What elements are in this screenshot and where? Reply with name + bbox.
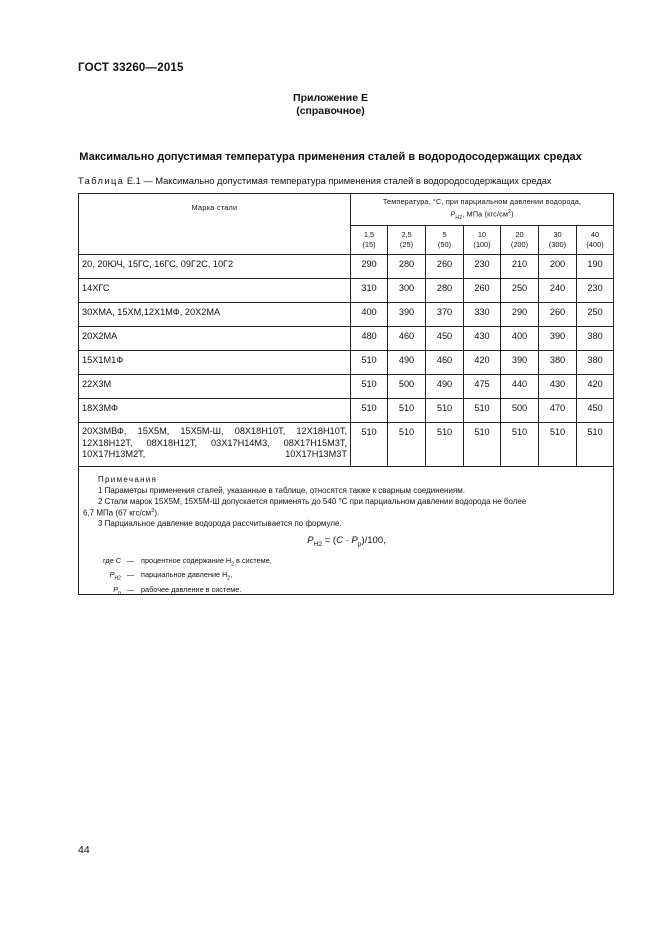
temperature-cell: 190 bbox=[577, 255, 614, 279]
pressure-kgf: (15) bbox=[362, 240, 376, 249]
temperature-cell: 500 bbox=[501, 399, 539, 423]
temperature-cell: 430 bbox=[539, 375, 577, 399]
temp-header-unit: , МПа (кгс/см bbox=[462, 208, 509, 218]
formula-pp: P bbox=[351, 535, 358, 546]
standard-number: ГОСТ 33260—2015 bbox=[78, 62, 184, 74]
formula-tail: )/100, bbox=[361, 535, 386, 546]
pressure-kgf: (25) bbox=[399, 240, 414, 249]
temperature-cell: 460 bbox=[426, 351, 464, 375]
temperature-cell: 510 bbox=[464, 399, 501, 423]
page-number: 44 bbox=[78, 844, 90, 856]
note-2: 2 Стали марок 15Х5М, 15Х5М-Ш допускается применять до 540 °С при парциальном давлении водорода не более bbox=[98, 497, 527, 506]
definition-text-sub: 2 bbox=[231, 561, 235, 568]
section-title: Максимально допустимая температура применения сталей в водородосодержащих средах bbox=[79, 151, 582, 163]
temperature-cell: 510 bbox=[351, 399, 388, 423]
pressure-mpa: 30 bbox=[553, 230, 562, 239]
table-row bbox=[79, 351, 614, 375]
steel-temperature-table bbox=[78, 193, 614, 595]
temperature-cell: 290 bbox=[351, 255, 388, 279]
pressure-mpa: 20 bbox=[515, 230, 524, 239]
column-header-temperature bbox=[351, 194, 614, 226]
notes-title: Примечания bbox=[98, 475, 158, 484]
definition-dash: — bbox=[127, 556, 135, 565]
pressure-mpa: 5 bbox=[442, 230, 447, 239]
hydrogen-pressure-formula bbox=[79, 535, 614, 548]
pressure-mpa: 1,5 bbox=[363, 230, 375, 239]
note-2-cont-end: ). bbox=[154, 508, 160, 518]
temperature-cell: 380 bbox=[577, 327, 614, 351]
pressure-kgf: (50) bbox=[437, 240, 452, 249]
definition-text-main: парциальное давление Н bbox=[141, 570, 228, 580]
note-3: 3 Парциальное давление водорода рассчитывается по формуле. bbox=[98, 519, 342, 528]
temperature-cell: 510 bbox=[351, 423, 388, 467]
temperature-cell: 420 bbox=[464, 351, 501, 375]
temperature-cell: 470 bbox=[539, 399, 577, 423]
formula-pp-sub: р bbox=[357, 540, 362, 548]
temperature-cell: 490 bbox=[426, 375, 464, 399]
temperature-cell: 510 bbox=[388, 423, 426, 467]
temperature-cell: 490 bbox=[388, 351, 426, 375]
temperature-cell: 440 bbox=[501, 375, 539, 399]
notes-row bbox=[79, 467, 614, 595]
temperature-cell: 300 bbox=[388, 279, 426, 303]
definition-row bbox=[83, 570, 272, 584]
definition-row bbox=[83, 556, 272, 570]
temperature-cell: 510 bbox=[577, 423, 614, 467]
temp-header-line1: Температура, °С, при парциальном давлении водорода, bbox=[382, 196, 582, 206]
temperature-cell: 390 bbox=[539, 327, 577, 351]
definition-symbol-letter: P bbox=[109, 570, 115, 580]
note-1: 1 Параметры применения сталей, указанные в таблице, относятся также к сварным соединениям. bbox=[98, 486, 465, 495]
table-row bbox=[79, 279, 614, 303]
temperature-cell: 260 bbox=[539, 303, 577, 327]
temperature-cell: 280 bbox=[388, 255, 426, 279]
temperature-cell: 450 bbox=[577, 399, 614, 423]
temperature-cell: 510 bbox=[351, 375, 388, 399]
temperature-cell: 370 bbox=[426, 303, 464, 327]
formula-definitions bbox=[83, 556, 272, 599]
temperature-cell: 260 bbox=[426, 255, 464, 279]
formula-c: C bbox=[336, 535, 343, 546]
temperature-cell: 510 bbox=[426, 423, 464, 467]
note-2-cont-text: 6,7 МПа (67 кгс/см bbox=[83, 508, 152, 518]
definition-text bbox=[141, 570, 232, 584]
temperature-cell: 400 bbox=[501, 327, 539, 351]
table-row bbox=[79, 375, 614, 399]
table-caption-text: — Максимально допустимая температура применения сталей в водородосодержащих средах bbox=[140, 176, 552, 186]
definition-text-main: рабочее давление в системе. bbox=[141, 584, 242, 594]
pressure-kgf: (100) bbox=[473, 240, 491, 249]
note-2-cont-sup: 2 bbox=[151, 508, 155, 514]
steel-grade-cell: 20, 20ЮЧ, 15ГС, 16ГС, 09Г2С, 10Г2 bbox=[79, 255, 351, 279]
temperature-cell: 510 bbox=[351, 351, 388, 375]
temperature-cell: 330 bbox=[464, 303, 501, 327]
temperature-cell: 400 bbox=[351, 303, 388, 327]
table-row bbox=[79, 399, 614, 423]
temperature-cell: 290 bbox=[501, 303, 539, 327]
temperature-cell: 500 bbox=[388, 375, 426, 399]
appendix-heading bbox=[0, 92, 661, 118]
pressure-mpa: 10 bbox=[477, 230, 487, 239]
temperature-cell: 390 bbox=[501, 351, 539, 375]
pressure-header-cell bbox=[501, 226, 539, 255]
temperature-cell: 450 bbox=[426, 327, 464, 351]
definition-symbol bbox=[83, 585, 127, 599]
temperature-cell: 510 bbox=[426, 399, 464, 423]
definition-row bbox=[83, 585, 272, 599]
pressure-header-cell bbox=[388, 226, 426, 255]
temperature-cell: 510 bbox=[464, 423, 501, 467]
definition-symbol bbox=[83, 570, 127, 584]
definition-text-sub: 2 bbox=[227, 575, 231, 582]
definition-dash: — bbox=[127, 584, 135, 594]
steel-grade-cell: 18Х3МФ bbox=[79, 399, 351, 423]
steel-grade-cell: 14ХГС bbox=[79, 279, 351, 303]
table-caption bbox=[78, 176, 552, 186]
definition-prefix: где bbox=[103, 556, 114, 565]
temperature-cell: 510 bbox=[388, 399, 426, 423]
definition-text-end: , bbox=[230, 570, 233, 580]
definition-text bbox=[141, 556, 272, 570]
table-row bbox=[79, 327, 614, 351]
table-row bbox=[79, 255, 614, 279]
notes-block bbox=[79, 467, 613, 594]
steel-grade-cell: 20Х2МА bbox=[79, 327, 351, 351]
temperature-cell: 480 bbox=[351, 327, 388, 351]
temperature-cell: 510 bbox=[539, 423, 577, 467]
steel-grade-cell: 20Х3МВФ, 15Х5М, 15Х5М-Ш, 08Х18Н10Т, 12Х18Н10Т, 12Х18Н12Т, 08Х18Н12Т, 03Х17Н14М3, 08Х17Н15М3Т, 10Х17Н13М2Т, 10Х17Н13М3Т bbox=[79, 423, 351, 467]
appendix-subtitle: (справочное) bbox=[296, 105, 365, 117]
pressure-mpa: 2,5 bbox=[401, 230, 412, 239]
table-caption-label: Таблица bbox=[78, 176, 125, 186]
notes-cell bbox=[79, 467, 614, 595]
temp-header-sup: 2 bbox=[508, 208, 512, 215]
definition-symbol-letter: C bbox=[115, 556, 121, 565]
steel-grade-cell: 30ХМА, 15ХМ,12Х1МФ, 20Х2МА bbox=[79, 303, 351, 327]
temperature-cell: 475 bbox=[464, 375, 501, 399]
pressure-header-cell bbox=[577, 226, 614, 255]
appendix-title: Приложение Е bbox=[293, 92, 368, 104]
temperature-cell: 250 bbox=[577, 303, 614, 327]
definition-text-end: в системе, bbox=[234, 556, 272, 565]
pressure-kgf: (300) bbox=[548, 240, 567, 249]
note-2-continuation bbox=[83, 508, 159, 518]
definition-text-main: процентное содержание Н bbox=[141, 556, 232, 565]
temperature-cell: 310 bbox=[351, 279, 388, 303]
pressure-header-cell bbox=[426, 226, 464, 255]
steel-grade-cell: 15Х1М1Ф bbox=[79, 351, 351, 375]
temperature-cell: 420 bbox=[577, 375, 614, 399]
table-header-row bbox=[79, 194, 614, 226]
table-row bbox=[79, 303, 614, 327]
temperature-cell: 390 bbox=[388, 303, 426, 327]
temperature-cell: 210 bbox=[501, 255, 539, 279]
table-body bbox=[79, 255, 614, 467]
formula-lhs-sub: Н2 bbox=[313, 540, 323, 548]
temperature-cell: 280 bbox=[426, 279, 464, 303]
definition-symbol bbox=[83, 556, 127, 570]
steel-grade-cell: 22Х3М bbox=[79, 375, 351, 399]
temperature-cell: 230 bbox=[577, 279, 614, 303]
definition-symbol-letter: P bbox=[113, 584, 119, 594]
pressure-header-cell bbox=[351, 226, 388, 255]
definition-dash: — bbox=[127, 570, 135, 580]
temperature-cell: 430 bbox=[464, 327, 501, 351]
formula-dot: · bbox=[342, 535, 352, 546]
temperature-cell: 510 bbox=[501, 423, 539, 467]
pressure-kgf: (400) bbox=[586, 240, 604, 249]
definition-symbol-sub: Н2 bbox=[114, 575, 121, 582]
definition-symbol-sub: р bbox=[118, 589, 121, 596]
temperature-cell: 460 bbox=[388, 327, 426, 351]
temperature-cell: 260 bbox=[464, 279, 501, 303]
temp-header-close: ) bbox=[511, 208, 514, 218]
temperature-cell: 230 bbox=[464, 255, 501, 279]
definition-text bbox=[141, 585, 241, 599]
formula-lhs: P bbox=[307, 535, 314, 546]
temp-header-sub: Н2 bbox=[455, 214, 463, 221]
pressure-header-cell bbox=[464, 226, 501, 255]
temperature-cell: 250 bbox=[501, 279, 539, 303]
temp-header-p: P bbox=[450, 208, 456, 218]
temperature-cell: 200 bbox=[539, 255, 577, 279]
temperature-cell: 240 bbox=[539, 279, 577, 303]
table-caption-number: Е.1 bbox=[126, 176, 141, 186]
pressure-mpa: 40 bbox=[590, 230, 600, 239]
formula-eq: = ( bbox=[322, 535, 337, 546]
pressure-kgf: (200) bbox=[510, 240, 529, 249]
temperature-cell: 380 bbox=[577, 351, 614, 375]
pressure-header-cell bbox=[539, 226, 577, 255]
column-header-grade: Марка стали bbox=[79, 194, 351, 255]
table-row bbox=[79, 423, 614, 467]
temperature-cell: 380 bbox=[539, 351, 577, 375]
